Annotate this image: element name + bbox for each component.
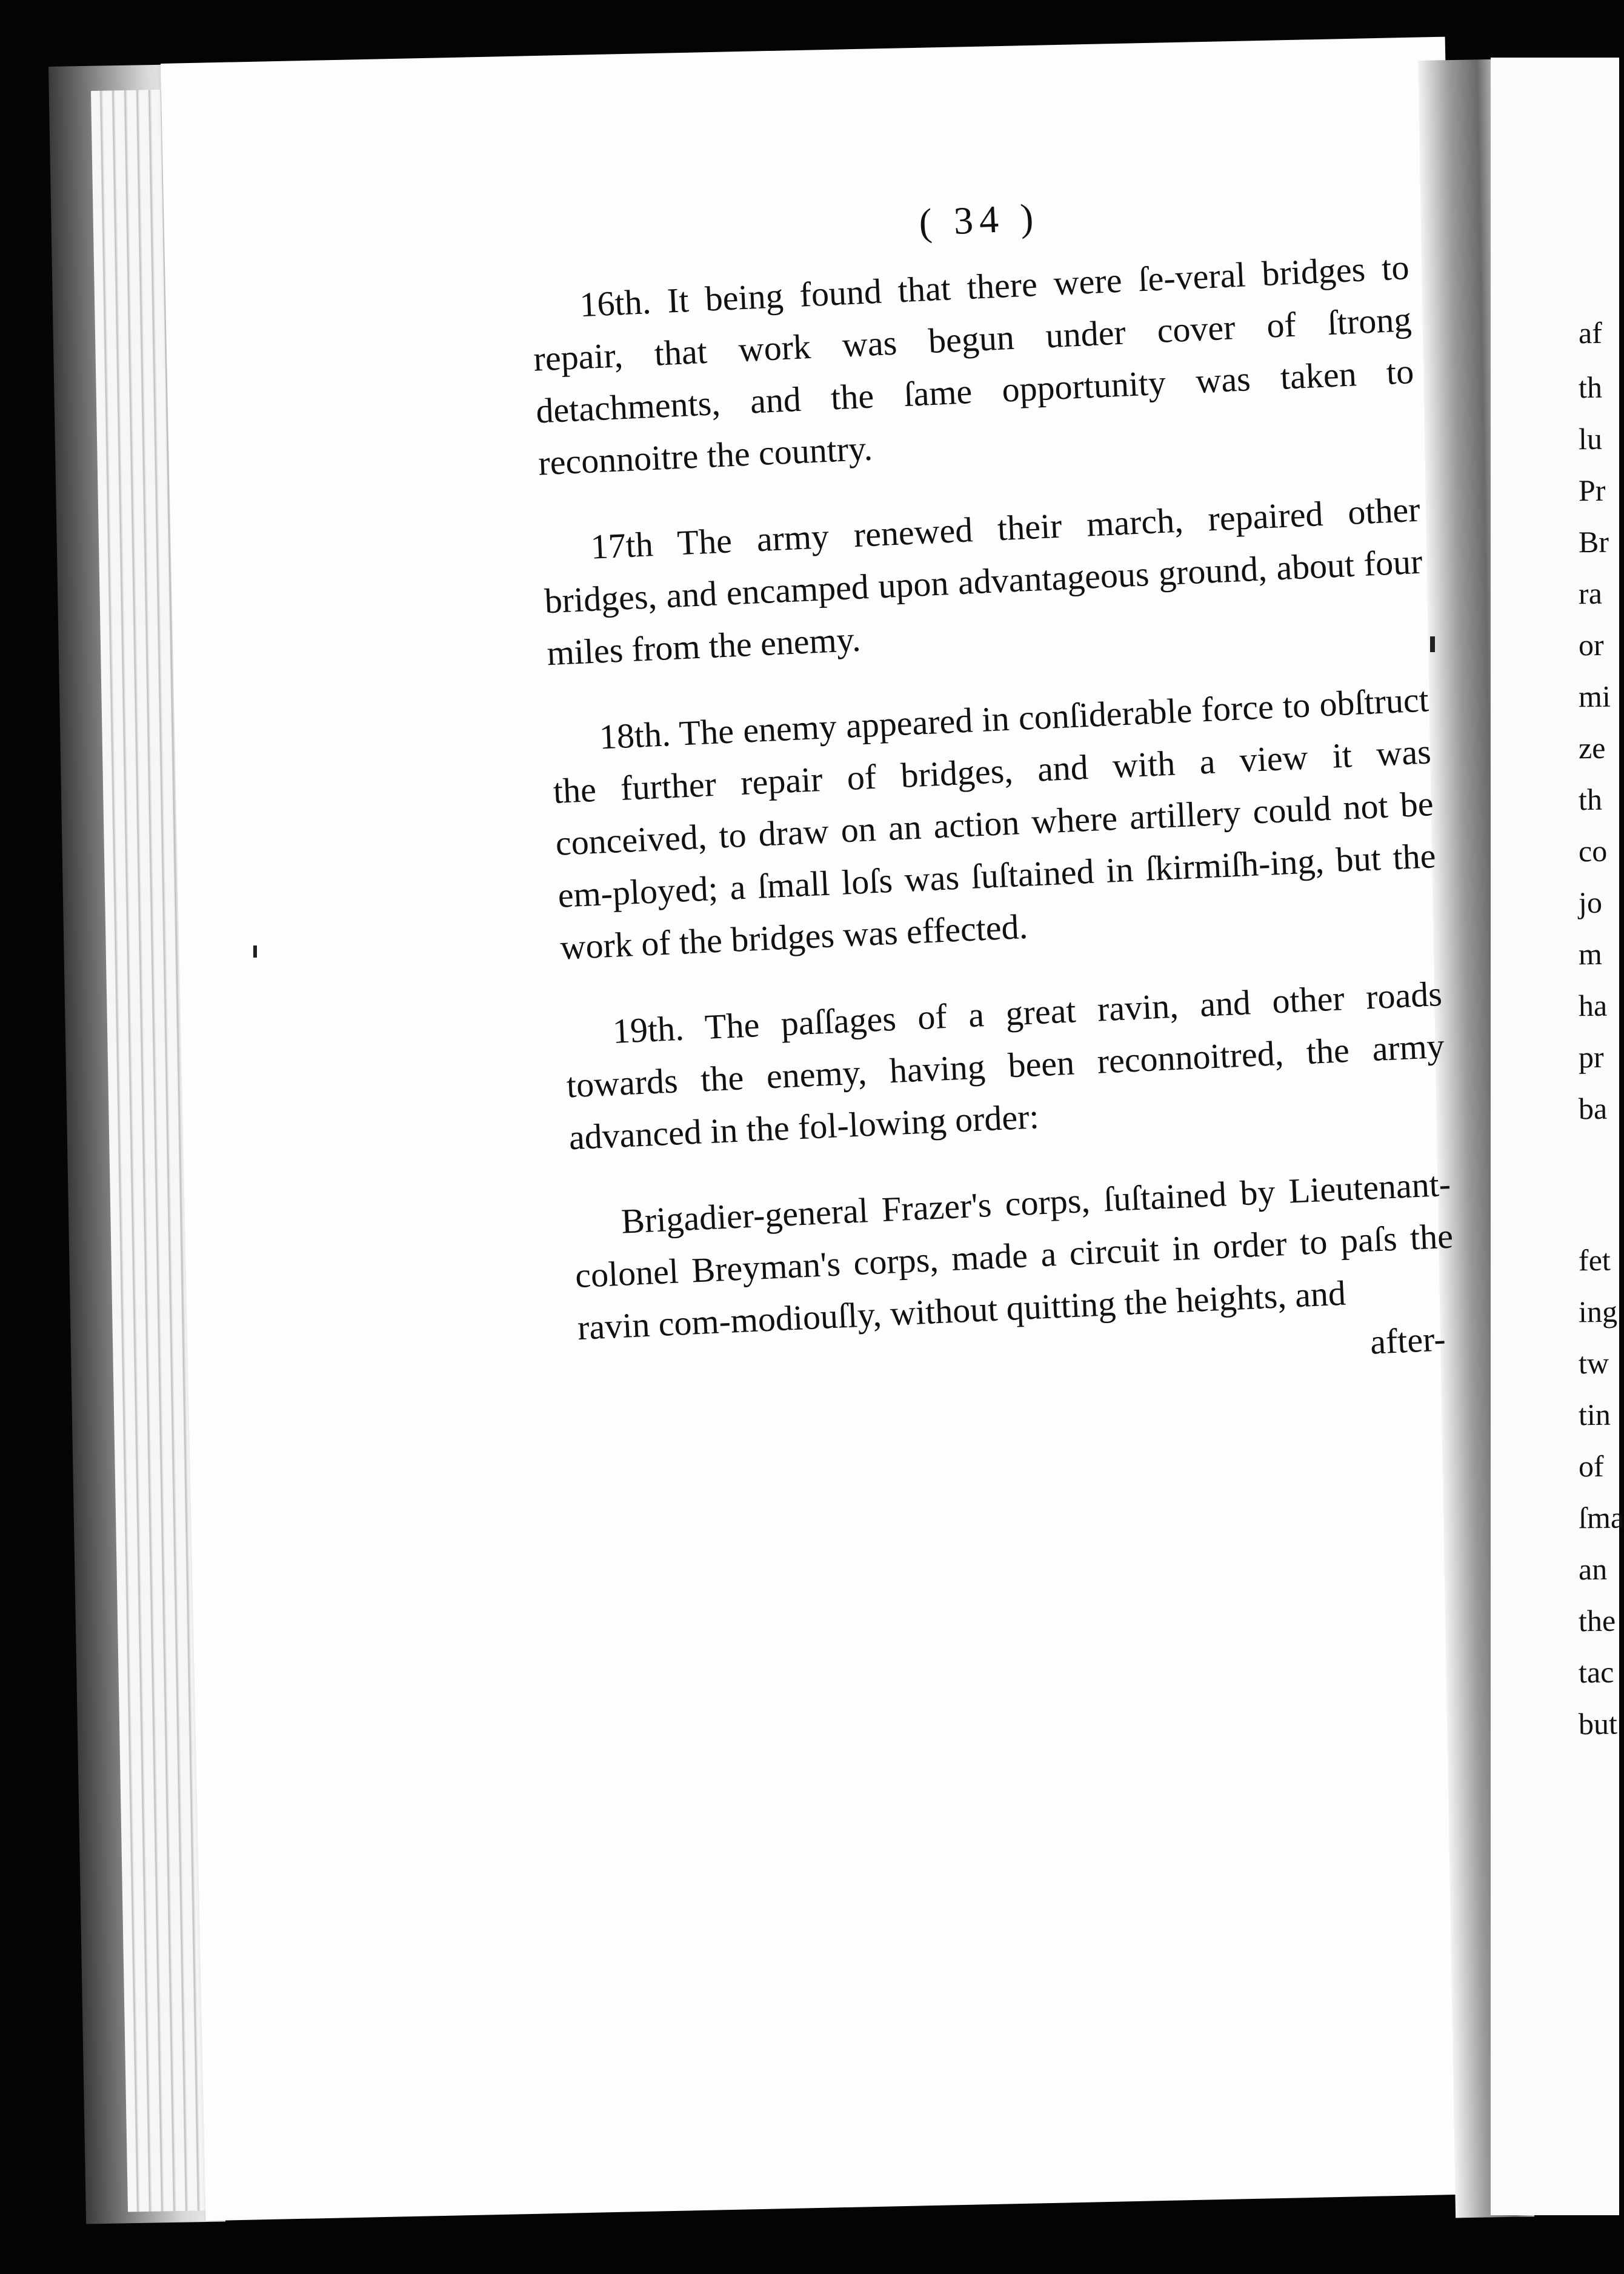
facing-fragment: Br bbox=[1578, 524, 1609, 559]
facing-fragment: Pr bbox=[1578, 473, 1606, 508]
facing-fragment: tw bbox=[1578, 1345, 1609, 1381]
facing-fragment: of bbox=[1578, 1449, 1604, 1484]
facing-fragment: tac bbox=[1578, 1655, 1614, 1690]
paragraph-19th: 19th. The paſſages of a great ravin, and other roads towards the enemy, having been reconnoitred, the army advanced in the fol-lowing order: bbox=[565, 973, 1445, 1158]
paragraph-16th: 16th. It being found that there were ſe-veral bridges to repair, that work was begun under cover of ſtrong detachments, and the ſame opportunity was taken to reconnoitre the country. bbox=[533, 247, 1415, 483]
page-number: ( 34 ) bbox=[918, 195, 1040, 244]
facing-fragment: co bbox=[1578, 833, 1608, 869]
facing-fragment: ra bbox=[1578, 576, 1603, 611]
facing-fragment: th bbox=[1578, 370, 1603, 405]
facing-fragment: pr bbox=[1578, 1039, 1604, 1075]
facing-fragment: mi bbox=[1578, 679, 1611, 714]
facing-fragment: fet bbox=[1578, 1242, 1611, 1278]
facing-fragment: lu bbox=[1578, 421, 1603, 456]
facing-fragment: the bbox=[1578, 1603, 1616, 1638]
catchword: after- bbox=[1369, 1319, 1446, 1362]
facing-fragment: m bbox=[1578, 936, 1603, 972]
facing-fragment: but bbox=[1578, 1706, 1618, 1741]
paragraph-18th: 18th. The enemy appeared in conſiderable force to obſtruct the further repair of bridges, and with a view it was conceived, to draw on an action where artillery could not be em-ployed; a ſmall loſs was ſuſtained in ſkirmiſh-ing, but the work of the bridges was effected. bbox=[552, 679, 1437, 967]
facing-fragment: tin bbox=[1578, 1397, 1611, 1432]
facing-fragment: th bbox=[1578, 782, 1603, 817]
facing-fragment: ze bbox=[1578, 730, 1606, 765]
paragraph-order: Brigadier-general Frazer's corps, ſuſtained by Lieutenant-colonel Breyman's corps, made a circuit in order to paſs the ravin com-modiouſly, without quitting the heights, and bbox=[574, 1164, 1454, 1348]
facing-fragment: ſma bbox=[1578, 1500, 1624, 1535]
facing-fragment: ha bbox=[1578, 988, 1608, 1023]
facing-fragment: jo bbox=[1578, 885, 1603, 920]
paragraph-17th: 17th The army renewed their march, repaired other bridges, and encamped upon advantageous ground, about four miles from the enemy. bbox=[544, 489, 1423, 673]
ink-speck bbox=[253, 945, 257, 958]
facing-fragment: or bbox=[1578, 627, 1604, 662]
ink-speck bbox=[1430, 636, 1435, 652]
page-text bbox=[527, 178, 1459, 1402]
facing-fragment: an bbox=[1578, 1552, 1608, 1587]
facing-fragment: ing bbox=[1578, 1294, 1618, 1329]
facing-fragment: ba bbox=[1578, 1091, 1608, 1126]
facing-fragment: af bbox=[1578, 315, 1603, 350]
